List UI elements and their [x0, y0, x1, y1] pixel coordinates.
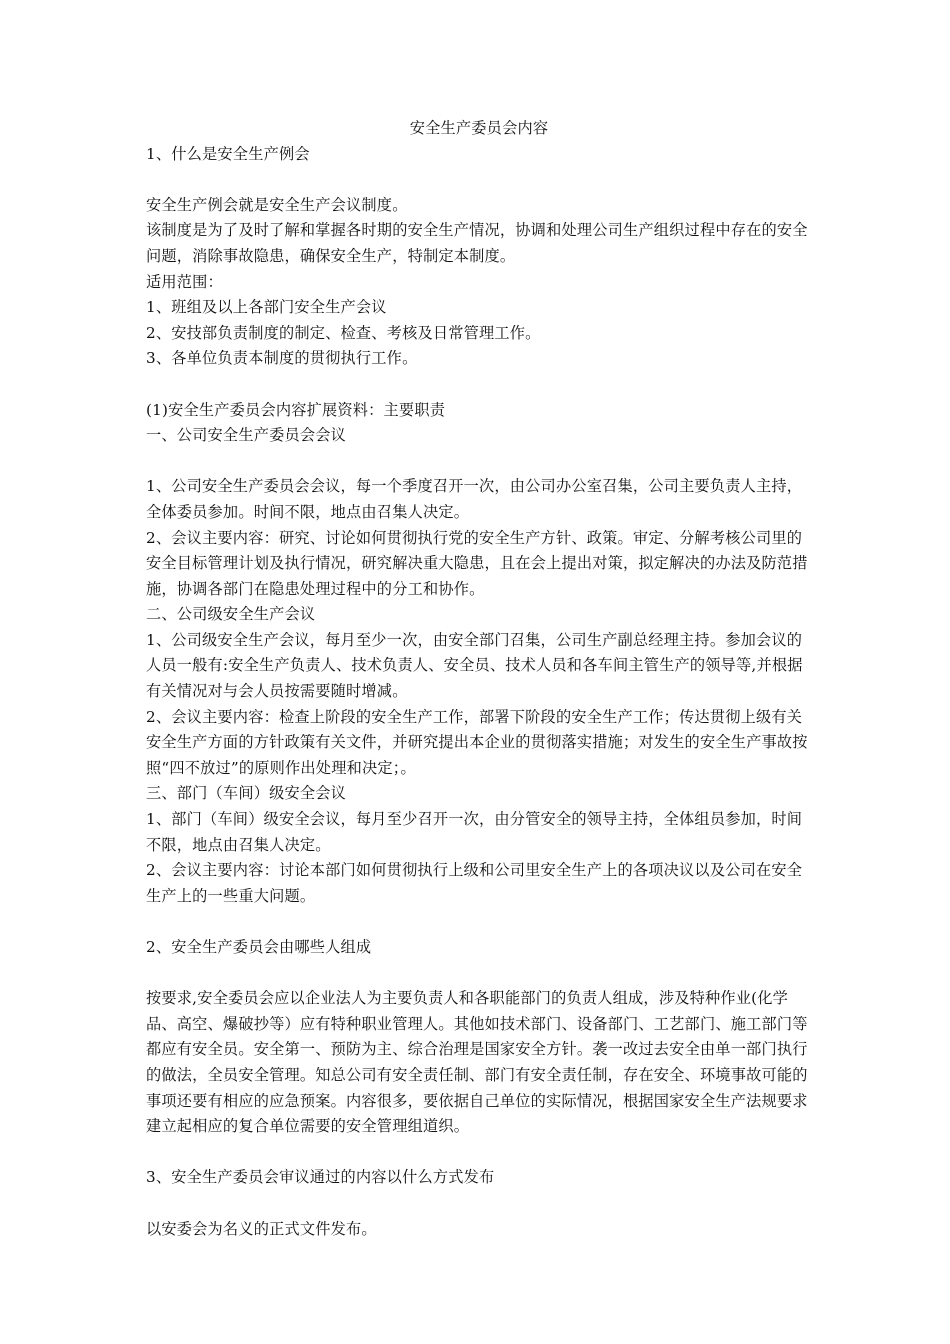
paragraph-17: 2、会议主要内容：检查上阶段的安全生产工作，部署下阶段的安全生产工作；传达贯彻上级有关安全生产方面的方针政策有关文件，并研究提出本企业的贯彻落实措施；对发生的安全生产事故按照“四不放过”的原则作出处理和决定；。 — [146, 707, 808, 777]
blank-line — [146, 1140, 812, 1166]
blank-line — [146, 909, 812, 935]
paragraph-19: 1、部门（车间）级安全会议，每月至少召开一次，由分管安全的领导主持，全体组员参加，时间不限，地点由召集人决定。 — [146, 810, 803, 854]
paragraph-1: 1、什么是安全生产例会 — [146, 144, 310, 163]
blank-line — [146, 449, 812, 475]
paragraph-4: 该制度是为了及时了解和掌握各时期的安全生产情况，协调和处理公司生产组织过程中存在的安全问题，消除事故隐患，确保安全生产，特制定本制度。 — [146, 221, 808, 265]
document-title: 安全生产委员会内容 — [409, 119, 549, 137]
document-body — [146, 116, 812, 1242]
paragraph-24: 按要求,安全委员会应以企业法人为主要负责人和各职能部门的负责人组成，涉及特种作业(化学品、高空、爆破抄等）应有特种职业管理人。其他如技术部门、设备部门、工艺部门、施工部门等都应有安全员。安全第一、预防为主、综合治理是国家安全方针。袭一改过去安全由单一部门执行的做法，全员安全管理。知总公司有安全责任制、部门有安全责任制，存在安全、环境事故可能的事项还要有相应的应急预案。内容很多，要依据自己单位的实际情况，根据国家安全生产法规要求建立起相应的复合单位需要的安全管理组道织。 — [146, 989, 808, 1136]
paragraph-28: 以安委会为名义的正式文件发布。 — [146, 1219, 377, 1238]
paragraph-3: 安全生产例会就是安全生产会议制度。 — [146, 195, 408, 214]
paragraph-16: 1、公司级安全生产会议，每月至少一次，由安全部门召集，公司生产副总经理主持。参加会议的人员一般有:安全生产负责人、技术负责人、安全员、技术人员和各车间主管生产的领导等,并根据有关情况对与会人员按需要随时增减。 — [146, 630, 803, 701]
paragraph-8: 3、各单位负责本制度的贯彻执行工作。 — [146, 349, 418, 368]
paragraph-10: (1)安全生产委员会内容扩展资料：主要职责 — [146, 400, 446, 419]
blank-line — [146, 1191, 812, 1217]
paragraph-11: 一、公司安全生产委员会会议 — [146, 426, 347, 445]
paragraph-15: 二、公司级安全生产会议 — [146, 605, 316, 624]
paragraph-22: 2、安全生产委员会由哪些人组成 — [146, 938, 372, 956]
paragraph-14: 2、会议主要内容：研究、讨论如何贯彻执行党的安全生产方针、政策。审定、分解考核公司里的安全目标管理计划及执行情况，研究解决重大隐患，且在会上提出对策，拟定解决的办法及防范措施，协调各部门在隐患处理过程中的分工和协作。 — [146, 528, 808, 598]
paragraph-13: 1、公司安全生产委员会会议，每一个季度召开一次，由公司办公室召集，公司主要负责人主持，全体委员参加。时间不限，地点由召集人决定。 — [146, 477, 803, 521]
paragraph-26: 3、安全生产委员会审议通过的内容以什么方式发布 — [146, 1168, 495, 1187]
blank-line — [146, 167, 812, 193]
paragraph-20: 2、会议主要内容：讨论本部门如何贯彻执行上级和公司里安全生产上的各项决议以及公司在安全生产上的一些重大问题。 — [146, 861, 803, 905]
paragraph-18: 三、部门（车间）级安全会议 — [146, 784, 347, 803]
paragraph-5: 适用范围： — [146, 272, 223, 291]
blank-line — [146, 961, 812, 987]
paragraph-7: 2、安技部负责制度的制定、检查、考核及日常管理工作。 — [146, 323, 541, 342]
paragraph-6: 1、班组及以上各部门安全生产会议 — [146, 298, 387, 317]
blank-line — [146, 372, 812, 398]
